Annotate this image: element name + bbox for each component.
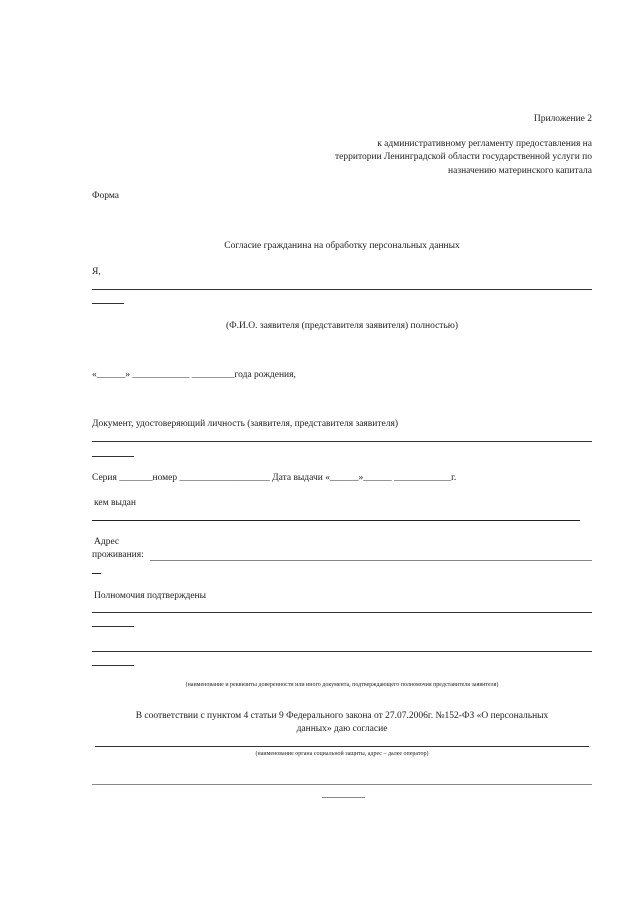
document-title: Согласие гражданина на обработку персональных данных <box>224 241 460 251</box>
fio-line[interactable] <box>92 289 592 290</box>
address-line[interactable] <box>150 560 592 561</box>
authority-line-2-continuation <box>92 665 134 666</box>
operator-caption: (наименование органа социальной защиты, адрес – далее оператор) <box>255 751 429 757</box>
form-label: Форма <box>92 191 120 201</box>
address-label-1: Адрес <box>94 537 120 547</box>
fio-caption: (Ф.И.О. заявителя (представителя заявителя) полностью) <box>225 321 459 331</box>
consent-line-1: В соответствии с пунктом 4 статьи 9 Федерального закона от 27.07.2006г. №152-ФЗ «О персональных <box>135 711 549 721</box>
ya-label: Я, <box>92 267 101 277</box>
id-document-line-continuation <box>92 456 134 457</box>
series-number-line[interactable]: Серия _______номер ___________________ Дата выдачи «______»______ ____________г. <box>92 473 457 483</box>
id-document-line[interactable] <box>92 441 592 442</box>
bottom-line[interactable] <box>92 784 592 785</box>
consent-line-2: данных» даю согласие <box>296 724 388 734</box>
operator-line[interactable] <box>95 746 589 747</box>
issued-by-label: кем выдан <box>94 498 136 508</box>
address-label-2: проживания: <box>92 550 144 560</box>
authority-line-1-continuation <box>92 626 134 627</box>
authority-line-2[interactable] <box>92 651 592 652</box>
authority-line-1[interactable] <box>92 612 592 613</box>
authority-caption: (наименование и реквизиты доверенности или иного документа, подтверждающего полномочия представителя заявителя) <box>185 682 499 688</box>
appendix-label: Приложение 2 <box>533 114 592 124</box>
id-document-label: Документ, удостоверяющий личность (заявителя, представителя заявителя) <box>92 419 399 429</box>
header-line-2: территории Ленинградской области государственной услуги по <box>335 152 592 162</box>
fio-line-continuation <box>92 303 124 304</box>
birth-date-line[interactable]: «______» ____________ _________года рождения, <box>92 370 296 380</box>
authority-label: Полномочия подтверждены <box>94 591 207 601</box>
header-line-3: назначению материнского капитала <box>448 166 592 176</box>
header-line-1: к административному регламенту предоставления на <box>377 139 592 149</box>
bottom-line-continuation <box>322 797 365 798</box>
address-line-continuation <box>92 573 101 574</box>
issued-by-line[interactable] <box>92 520 580 521</box>
